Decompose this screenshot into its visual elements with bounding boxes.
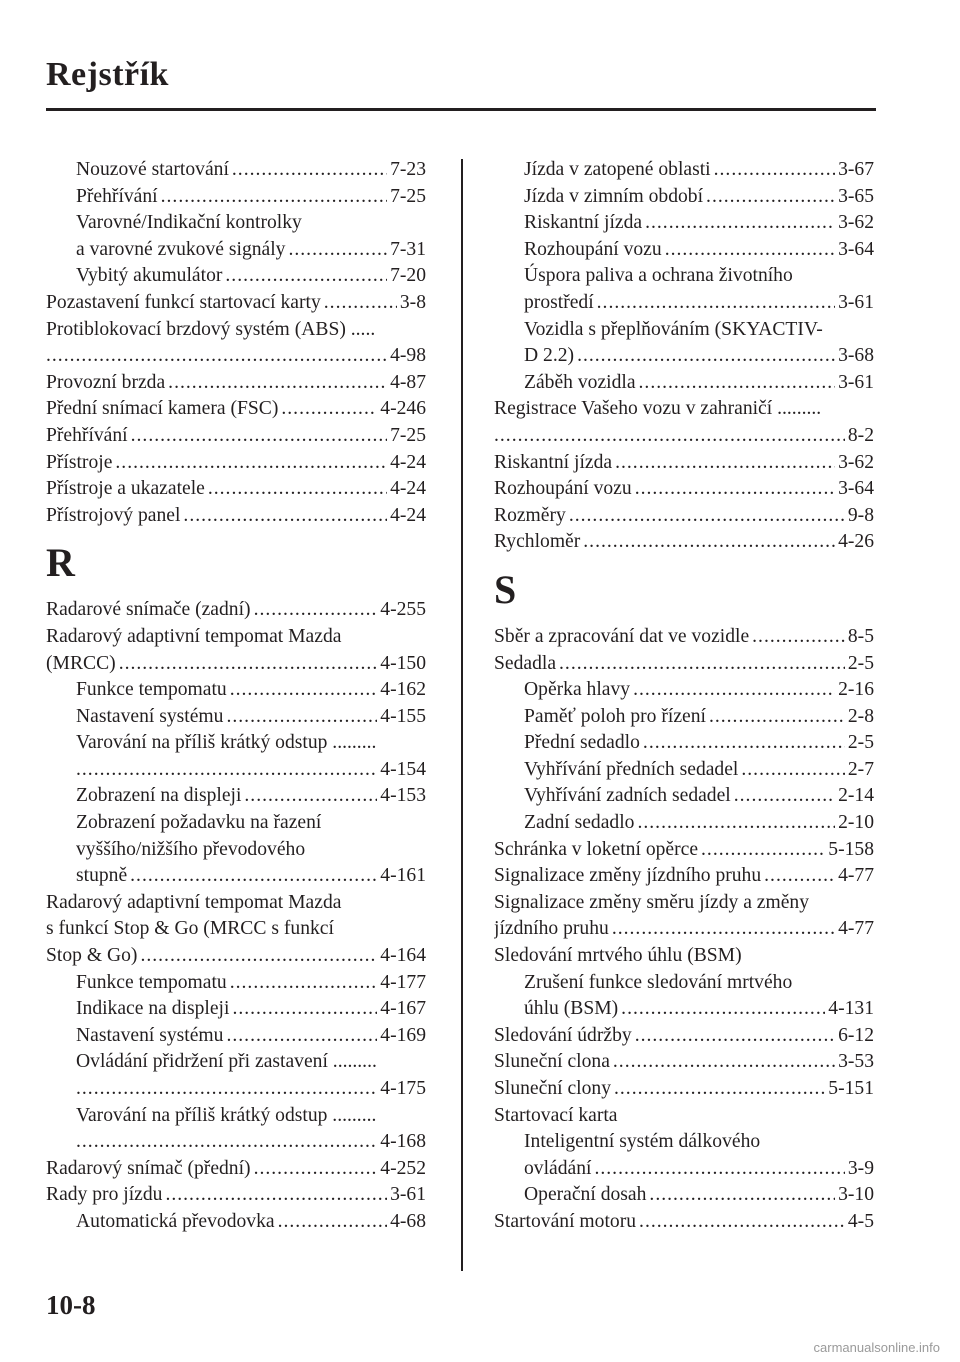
index-entry-text: a varovné zvukové signály [76, 238, 286, 260]
dot-leader [226, 1023, 377, 1050]
index-subentry [494, 210, 874, 237]
index-entry [46, 1182, 426, 1209]
index-subentry [46, 677, 426, 704]
dot-leader [46, 343, 387, 370]
index-page-ref: 4-5 [847, 1210, 874, 1232]
index-subentry [46, 1023, 426, 1050]
index-page-ref: 4-169 [380, 1024, 426, 1046]
dot-leader [230, 677, 378, 704]
dot-leader [559, 651, 845, 678]
index-subentry [494, 1182, 874, 1209]
dot-leader [635, 476, 835, 503]
dot-leader [232, 157, 387, 184]
index-page-ref: 5-151 [828, 1078, 874, 1099]
index-entry-text: Úspora paliva a ochrana životního [524, 265, 793, 287]
index-entry-text: D 2.2) [524, 345, 575, 367]
index-entry-text: Nastavení systému [76, 1024, 224, 1046]
index-entry [46, 317, 426, 370]
index-entry-text: Provozní brzda [46, 371, 166, 393]
index-page-ref: 3-8 [399, 291, 426, 313]
dot-leader [168, 370, 387, 397]
page-number: 10-8 [46, 1290, 96, 1320]
dot-leader [597, 290, 835, 317]
index-entry-text: stupně [76, 865, 128, 887]
dot-leader [281, 396, 377, 423]
index-page-ref: 5-158 [828, 838, 874, 860]
index-entry-text: Sběr a zpracování dat ve vozidle [494, 625, 750, 647]
index-entry [46, 370, 426, 397]
index-entry-text: Vyhřívání zadních sedadel [524, 785, 731, 807]
dot-leader [639, 1209, 845, 1236]
index-entry [494, 837, 874, 864]
dot-leader [734, 783, 835, 810]
index-subentry [46, 1049, 426, 1102]
index-entry-text: Indikace na displeji [76, 998, 230, 1020]
index-page-ref: 7-25 [390, 424, 426, 446]
dot-leader [208, 476, 387, 503]
index-page-ref: 4-162 [380, 679, 426, 701]
index-subentry [46, 157, 426, 184]
index-page-ref: 4-24 [390, 478, 426, 500]
dot-leader [637, 810, 835, 837]
index-entry-text: jízdního pruhu [494, 918, 609, 940]
index-entry [494, 1076, 874, 1103]
index-column-left [46, 157, 426, 1236]
index-entry [494, 863, 874, 890]
index-entry-text: Jízda v zatopené oblasti [524, 159, 711, 180]
index-subentry [494, 1129, 874, 1182]
index-entry-text: Jízda v zimním období [524, 185, 704, 207]
dot-leader [764, 863, 835, 890]
index-entry [46, 290, 426, 317]
dot-leader [614, 1076, 825, 1103]
index-entry-text: Přední snímací kamera (FSC) [46, 398, 279, 420]
index-letter-heading: R [46, 540, 75, 586]
index-entry-text: Rozhoupání vozu [494, 478, 632, 500]
index-entry [494, 396, 874, 449]
dot-leader [594, 1156, 844, 1183]
index-entry-text: Varování na příliš krátký odstup ......... [76, 732, 377, 754]
dot-leader [76, 1129, 377, 1156]
index-entry-text: vyššího/nižšího převodového [76, 838, 306, 860]
index-entry-text: Přístrojový panel [46, 504, 181, 526]
index-page-ref: 4-168 [380, 1131, 426, 1153]
index-page-ref: 3-53 [838, 1051, 874, 1073]
index-page-ref: 4-164 [380, 945, 426, 967]
index-entry-text: Nastavení systému [76, 705, 224, 727]
dot-leader [165, 1182, 387, 1209]
index-entry-text: Protiblokovací brzdový systém (ABS) ..... [46, 318, 376, 340]
index-entry-text: Zobrazení na displeji [76, 785, 242, 807]
index-page-ref: 4-153 [380, 785, 426, 807]
index-entry-text: Vybitý akumulátor [76, 265, 223, 287]
index-entry-text: Opěrka hlavy [524, 679, 631, 701]
index-page-ref: 7-23 [390, 159, 426, 180]
dot-leader [665, 237, 835, 264]
dot-leader [613, 1049, 835, 1076]
dot-leader [621, 996, 825, 1023]
index-entry-text: Funkce tempomatu [76, 971, 227, 993]
index-subentry [494, 783, 874, 810]
index-entry [46, 597, 426, 624]
dot-leader [701, 837, 825, 864]
dot-leader [115, 450, 387, 477]
index-page-ref: 4-246 [380, 398, 426, 420]
index-subentry [46, 730, 426, 783]
index-entry [494, 529, 874, 556]
index-entry-text: Schránka v loketní opěrce [494, 838, 699, 860]
index-entry-text: Zadní sedadlo [524, 812, 635, 834]
index-entry [46, 396, 426, 423]
index-entry-text: Automatická převodovka [76, 1210, 275, 1232]
dot-leader [649, 1182, 835, 1209]
index-page-ref: 4-150 [380, 652, 426, 674]
index-entry [494, 651, 874, 678]
index-page-ref: 4-252 [380, 1157, 426, 1179]
index-page-ref: 3-64 [838, 478, 874, 500]
index-entry [494, 476, 874, 503]
index-entry-text: Signalizace změny jízdního pruhu [494, 865, 762, 887]
index-subentry [494, 184, 874, 211]
dot-leader [615, 450, 835, 477]
dot-leader [645, 210, 835, 237]
index-entry-text: Varovné/Indikační kontrolky [76, 212, 302, 234]
index-entry-text: Ovládání přidržení při zastavení ......... [76, 1051, 377, 1073]
dot-leader [161, 184, 387, 211]
index-page-ref: 3-67 [838, 159, 874, 180]
dot-leader [643, 730, 845, 757]
index-page-ref: 3-68 [838, 345, 874, 367]
index-page-ref: 4-77 [838, 865, 874, 887]
index-entry-text: Rady pro jízdu [46, 1184, 163, 1206]
dot-leader [752, 624, 845, 651]
dot-leader [254, 1156, 378, 1183]
index-page-ref: 4-161 [380, 865, 426, 887]
index-subentry [46, 263, 426, 290]
dot-leader [633, 677, 835, 704]
dot-leader [232, 996, 377, 1023]
index-entry-text: Zobrazení požadavku na řazení [76, 812, 322, 834]
index-page-ref: 3-61 [838, 291, 874, 313]
dot-leader [76, 1076, 377, 1103]
index-page-ref: 4-131 [828, 998, 874, 1020]
dot-leader [709, 704, 845, 731]
index-page-ref: 3-62 [838, 451, 874, 473]
index-page-ref: 3-65 [838, 185, 874, 207]
index-entry [46, 423, 426, 450]
index-entry-text: prostředí [524, 291, 594, 313]
index-page-ref: 2-10 [838, 812, 874, 834]
index-subentry [494, 970, 874, 1023]
index-entry [46, 450, 426, 477]
index-letter-heading: S [494, 566, 517, 612]
index-entry-text: Rozměry [494, 504, 566, 526]
index-entry-text: Operační dosah [524, 1184, 647, 1206]
index-page-ref: 2-14 [838, 785, 874, 807]
index-page-ref: 3-61 [838, 371, 874, 393]
index-subentry [46, 970, 426, 997]
index-subentry [494, 317, 874, 370]
dot-leader [577, 343, 835, 370]
index-entry-text: Sledování mrtvého úhlu (BSM) [494, 945, 742, 967]
index-entry-text: Startování motoru [494, 1210, 637, 1232]
index-page-ref: 3-64 [838, 238, 874, 260]
index-entry-text: Zrušení funkce sledování mrtvého [524, 971, 793, 993]
index-page-ref: 7-20 [390, 265, 426, 287]
dot-leader [225, 263, 387, 290]
index-entry-text: Přehřívání [46, 424, 128, 446]
dot-leader [324, 290, 397, 317]
index-subentry [46, 1103, 426, 1156]
index-page-ref: 4-177 [380, 971, 426, 993]
index-entry-text: Přední sedadlo [524, 732, 640, 754]
dot-leader [130, 863, 377, 890]
dot-leader [706, 184, 835, 211]
index-entry [46, 624, 426, 677]
index-entry [46, 890, 426, 970]
index-entry-text: Sluneční clony [494, 1078, 611, 1099]
index-entry [46, 476, 426, 503]
index-entry-text: Vyhřívání předních sedadel [524, 758, 739, 780]
index-page-ref: 4-175 [380, 1078, 426, 1099]
dot-leader [76, 757, 377, 784]
index-page-ref: 3-10 [838, 1184, 874, 1206]
index-page-ref: 4-68 [390, 1210, 426, 1232]
index-entry [494, 450, 874, 477]
index-page-ref: 4-24 [390, 504, 426, 526]
index-subentry [46, 1209, 426, 1236]
index-page-ref: 2-5 [847, 652, 874, 674]
index-entry-text: Signalizace změny směru jízdy a změny [494, 891, 810, 913]
dot-leader [244, 783, 377, 810]
index-subentry [494, 757, 874, 784]
index-page-ref: 2-16 [838, 679, 874, 701]
index-entry-text: Radarový adaptivní tempomat Mazda [46, 891, 342, 913]
index-page-ref: 3-62 [838, 212, 874, 234]
index-entry [494, 503, 874, 530]
index-column-right [494, 157, 874, 1236]
index-subentry [46, 783, 426, 810]
index-subentry [494, 263, 874, 316]
index-subentry [494, 370, 874, 397]
dot-leader [639, 370, 836, 397]
index-entry [46, 1156, 426, 1183]
dot-leader [714, 157, 835, 184]
dot-leader [583, 529, 835, 556]
index-subentry [46, 996, 426, 1023]
index-page-ref: 6-12 [838, 1024, 874, 1046]
index-subentry [46, 184, 426, 211]
index-page-ref: 7-31 [390, 238, 426, 260]
index-page-ref: 2-8 [847, 705, 874, 727]
index-entry-text: s funkcí Stop & Go (MRCC s funkcí [46, 918, 334, 940]
index-page-ref: 4-255 [380, 599, 426, 621]
index-entry [494, 1103, 874, 1130]
dot-leader [131, 423, 387, 450]
index-entry [494, 1209, 874, 1236]
index-entry-text: Pozastavení funkcí startovací karty [46, 291, 321, 313]
index-entry-text: Sedadla [494, 652, 557, 674]
index-entry [46, 503, 426, 530]
index-page-ref: 8-2 [847, 424, 874, 446]
index-entry-text: Inteligentní systém dálkového [524, 1131, 761, 1153]
index-entry-text: Riskantní jízda [494, 451, 613, 473]
index-entry-text: Přehřívání [76, 185, 158, 207]
dot-leader [254, 597, 378, 624]
dot-leader [278, 1209, 387, 1236]
index-entry-text: Riskantní jízda [524, 212, 643, 234]
dot-leader [288, 237, 387, 264]
index-entry-text: Radarový snímač (přední) [46, 1157, 251, 1179]
header-rule [46, 108, 876, 111]
index-entry [494, 890, 874, 943]
index-entry-text: Registrace Vašeho vozu v zahraničí ......... [494, 398, 822, 420]
index-subentry [46, 810, 426, 890]
index-subentry [494, 704, 874, 731]
dot-leader [140, 943, 377, 970]
index-page-ref: 4-154 [380, 758, 426, 780]
index-subentry [494, 730, 874, 757]
watermark: carmanualsonline.info [813, 1340, 940, 1355]
dot-leader [569, 503, 845, 530]
dot-leader [635, 1023, 835, 1050]
index-entry-text: Sluneční clona [494, 1051, 610, 1073]
index-page-ref: 3-9 [847, 1157, 874, 1179]
dot-leader [119, 651, 378, 678]
index-entry-text: Stop & Go) [46, 945, 138, 967]
index-entry-text: Záběh vozidla [524, 371, 636, 393]
index-entry-text: Radarové snímače (zadní) [46, 599, 251, 621]
dot-leader [741, 757, 845, 784]
dot-leader [183, 503, 387, 530]
index-entry-text: úhlu (BSM) [524, 998, 619, 1020]
index-page-ref: 2-7 [847, 758, 874, 780]
index-entry-text: Vozidla s přeplňováním (SKYACTIV- [524, 318, 823, 340]
dot-leader [494, 423, 845, 450]
index-page-ref: 4-98 [390, 345, 426, 367]
index-page-ref: 7-25 [390, 185, 426, 207]
index-page-ref: 4-155 [380, 705, 426, 727]
index-page-ref: 4-26 [838, 531, 874, 553]
index-page-ref: 4-77 [838, 918, 874, 940]
index-subentry [494, 237, 874, 264]
index-subentry [46, 210, 426, 263]
index-entry-text: Funkce tempomatu [76, 679, 227, 701]
index-entry-text: ovládání [524, 1157, 592, 1179]
page-title: Rejstřík [46, 56, 169, 93]
index-entry-text: Varování na příliš krátký odstup ......... [76, 1104, 377, 1126]
index-entry-text: Přístroje a ukazatele [46, 478, 205, 500]
dot-leader [612, 916, 835, 943]
index-subentry [494, 810, 874, 837]
index-page-ref: 9-8 [847, 504, 874, 526]
index-subentry [494, 677, 874, 704]
dot-leader [230, 970, 378, 997]
index-entry [494, 1023, 874, 1050]
index-page-ref: 3-61 [390, 1184, 426, 1206]
index-entry-text: Nouzové startování [76, 159, 229, 180]
index-page-ref: 8-5 [847, 625, 874, 647]
index-entry-text: Přístroje [46, 451, 113, 473]
index-entry-text: Radarový adaptivní tempomat Mazda [46, 625, 342, 647]
index-page-ref: 4-87 [390, 371, 426, 393]
index-entry-text: Paměť poloh pro řízení [524, 705, 706, 727]
index-subentry [494, 157, 874, 184]
dot-leader [226, 704, 377, 731]
index-entry-text: Rozhoupání vozu [524, 238, 662, 260]
index-page-ref: 4-24 [390, 451, 426, 473]
index-entry [494, 1049, 874, 1076]
index-entry [494, 624, 874, 651]
index-page-ref: 4-167 [380, 998, 426, 1020]
index-entry-text: Sledování údržby [494, 1024, 632, 1046]
index-entry [494, 943, 874, 970]
index-entry-text: Rychloměr [494, 531, 581, 553]
index-subentry [46, 704, 426, 731]
index-entry-text: (MRCC) [46, 652, 116, 674]
index-entry-text: Startovací karta [494, 1104, 618, 1126]
column-divider [461, 159, 463, 1271]
index-page-ref: 2-5 [847, 732, 874, 754]
